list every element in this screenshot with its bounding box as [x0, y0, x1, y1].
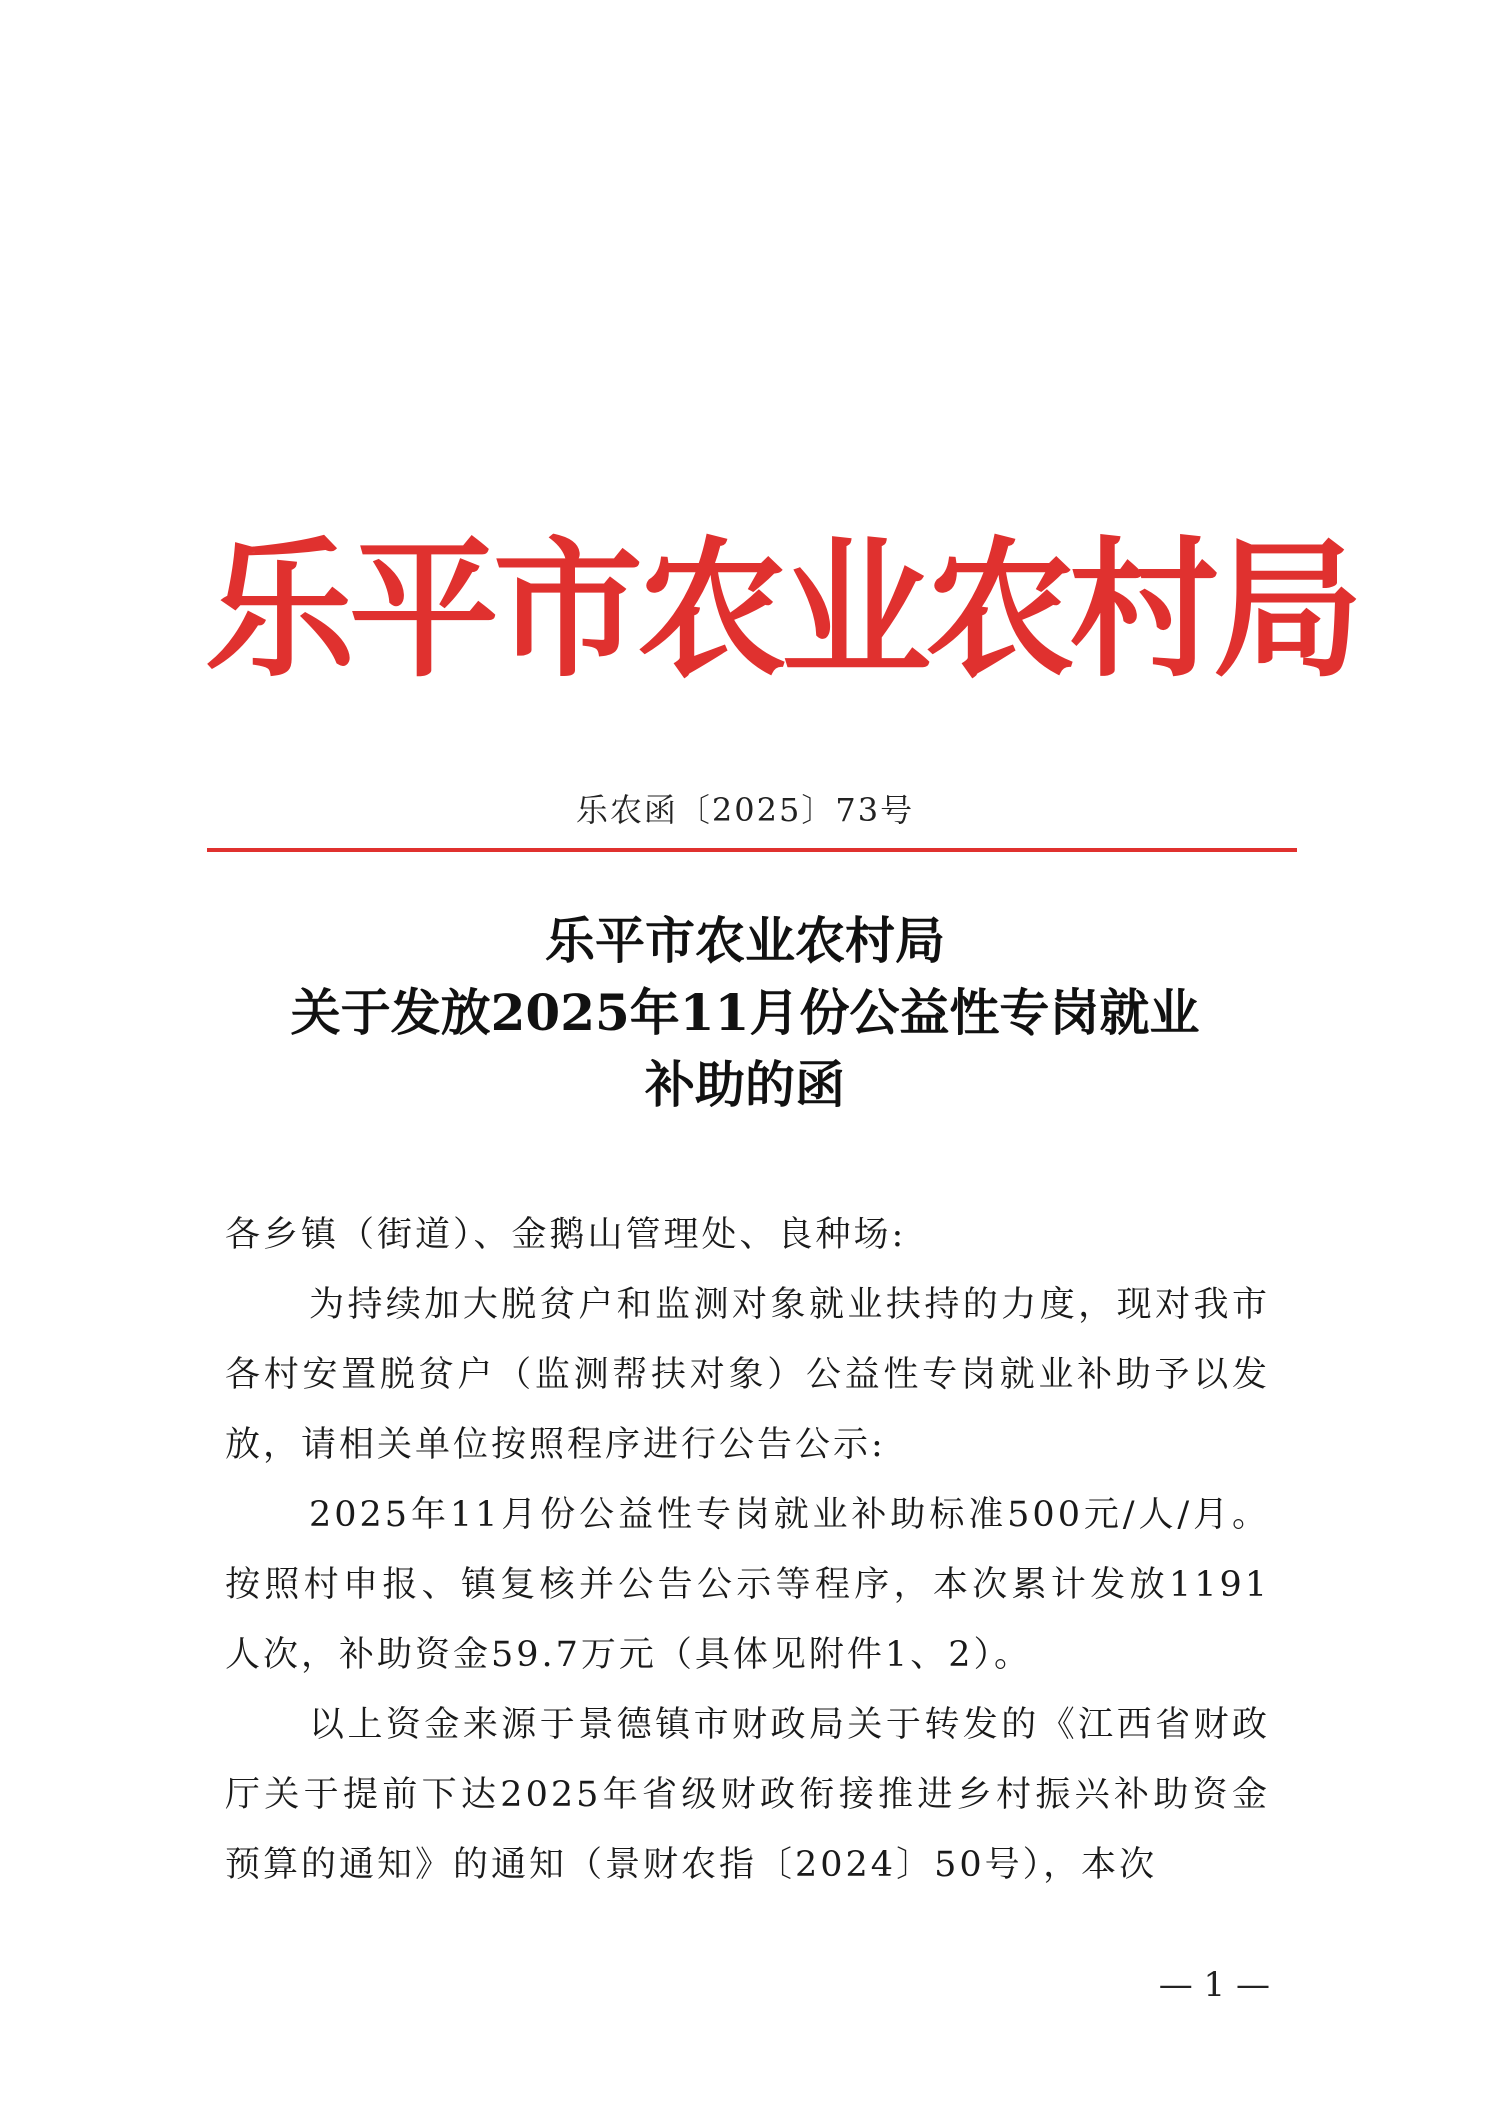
title-line-3: 补助的函 — [645, 1055, 845, 1114]
document-title — [205, 905, 1285, 1121]
body-paragraph: 2025年11月份公益性专岗就业补助标准500元/人/月。按照村申报、镇复核并公告公示等程序，本次累计发放1191人次，补助资金59.7万元（具体见附件1、2）。 — [225, 1495, 1270, 1675]
red-divider-line — [207, 848, 1297, 852]
title-line-2: 关于发放2025年11月份公益性专岗就业 — [290, 983, 1200, 1042]
title-line-1: 乐平市农业农村局 — [545, 911, 945, 970]
document-body — [225, 1200, 1270, 1900]
document-number: 乐农函〔2025〕73号 — [575, 791, 915, 829]
masthead-issuer: 乐平市农业农村局 — [205, 522, 1358, 698]
page-number: — 1 — — [1158, 1965, 1270, 2005]
salutation: 各乡镇（街道）、金鹅山管理处、良种场: — [225, 1215, 907, 1255]
body-paragraph: 以上资金来源于景德镇市财政局关于转发的《江西省财政厅关于提前下达2025年省级财政衔接推进乡村振兴补助资金预算的通知》的通知（景财农指〔2024〕50号），本次 — [225, 1705, 1270, 1885]
body-paragraph: 为持续加大脱贫户和监测对象就业扶持的力度，现对我市各村安置脱贫户（监测帮扶对象）公益性专岗就业补助予以发放，请相关单位按照程序进行公告公示: — [225, 1285, 1270, 1465]
